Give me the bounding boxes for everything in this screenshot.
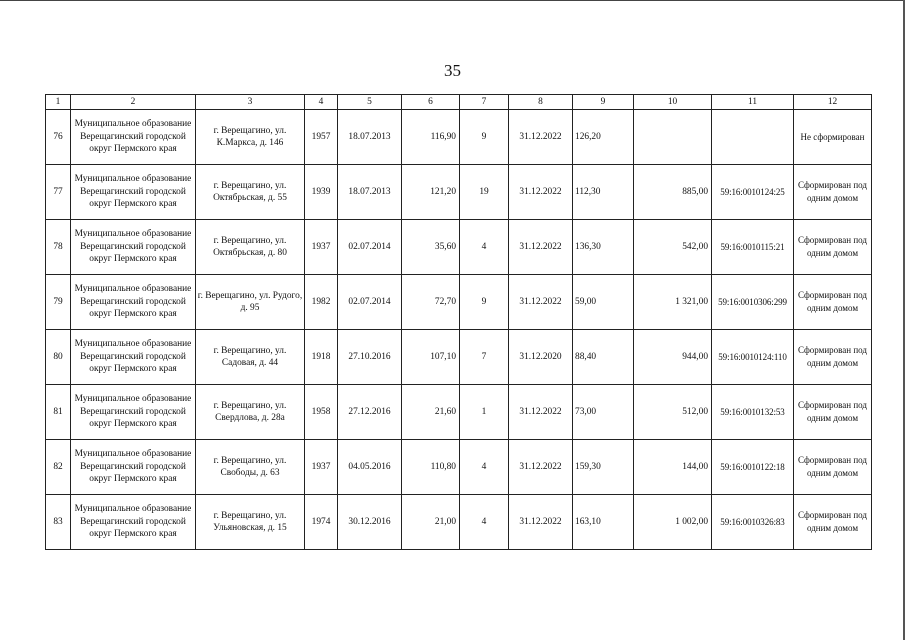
date-cell: 02.07.2014 [338, 220, 402, 275]
address-cell: г. Верещагино, ул. Ульяновская, д. 15 [196, 495, 305, 550]
municipality-cell: Муниципальное образование Верещагинский городской округ Пермского края [71, 495, 196, 550]
column-header: 9 [573, 95, 634, 110]
area-cell: 107,10 [402, 330, 460, 385]
municipality-cell: Муниципальное образование Верещагинский городской округ Пермского края [71, 165, 196, 220]
status-cell: Сформирован под одним домом [794, 165, 872, 220]
status-cell: Сформирован под одним домом [794, 275, 872, 330]
page-number: 35 [444, 61, 461, 80]
column-header: 11 [712, 95, 794, 110]
row-number-cell: 81 [46, 385, 71, 440]
area-cell: 126,20 [573, 110, 634, 165]
date-cell: 27.12.2016 [338, 385, 402, 440]
deadline-date-cell: 31.12.2020 [509, 330, 573, 385]
table-row [46, 330, 872, 385]
count-cell: 1 [460, 385, 509, 440]
municipality-cell: Муниципальное образование Верещагинский городской округ Пермского края [71, 330, 196, 385]
deadline-date-cell: 31.12.2022 [509, 440, 573, 495]
area-cell: 110,80 [402, 440, 460, 495]
column-header: 10 [634, 95, 712, 110]
column-header: 3 [196, 95, 305, 110]
table-row [46, 385, 872, 440]
status-cell: Сформирован под одним домом [794, 385, 872, 440]
housing-registry-table [45, 94, 872, 550]
area-cell: 59,00 [573, 275, 634, 330]
address-cell: г. Верещагино, ул. Свободы, д. 63 [196, 440, 305, 495]
land-area-cell: 512,00 [634, 385, 712, 440]
status-cell: Сформирован под одним домом [794, 330, 872, 385]
table-row [46, 440, 872, 495]
area-cell: 116,90 [402, 110, 460, 165]
land-area-cell: 542,00 [634, 220, 712, 275]
scan-top-edge [0, 0, 905, 1]
municipality-cell: Муниципальное образование Верещагинский городской округ Пермского края [71, 220, 196, 275]
deadline-date-cell: 31.12.2022 [509, 110, 573, 165]
deadline-date-cell: 31.12.2022 [509, 385, 573, 440]
area-cell: 163,10 [573, 495, 634, 550]
area-cell: 72,70 [402, 275, 460, 330]
count-cell: 4 [460, 220, 509, 275]
cadastral-number-cell: 59:16:0010326:83 [712, 495, 794, 550]
cadastral-number-cell: 59:16:0010124:110 [712, 330, 794, 385]
column-number-header-row [46, 95, 872, 110]
land-area-cell: 1 321,00 [634, 275, 712, 330]
area-cell: 159,30 [573, 440, 634, 495]
date-cell: 18.07.2013 [338, 110, 402, 165]
date-cell: 30.12.2016 [338, 495, 402, 550]
municipality-cell: Муниципальное образование Верещагинский городской округ Пермского края [71, 440, 196, 495]
table-row [46, 110, 872, 165]
year-cell: 1918 [305, 330, 338, 385]
row-number-cell: 80 [46, 330, 71, 385]
area-cell: 35,60 [402, 220, 460, 275]
status-cell: Не сформирован [794, 110, 872, 165]
deadline-date-cell: 31.12.2022 [509, 220, 573, 275]
table-row [46, 165, 872, 220]
status-cell: Сформирован под одним домом [794, 495, 872, 550]
row-number-cell: 83 [46, 495, 71, 550]
land-area-cell [634, 110, 712, 165]
address-cell: г. Верещагино, ул. К.Маркса, д. 146 [196, 110, 305, 165]
address-cell: г. Верещагино, ул. Свердлова, д. 28а [196, 385, 305, 440]
row-number-cell: 78 [46, 220, 71, 275]
date-cell: 18.07.2013 [338, 165, 402, 220]
count-cell: 19 [460, 165, 509, 220]
deadline-date-cell: 31.12.2022 [509, 275, 573, 330]
deadline-date-cell: 31.12.2022 [509, 495, 573, 550]
year-cell: 1974 [305, 495, 338, 550]
municipality-cell: Муниципальное образование Верещагинский городской округ Пермского края [71, 110, 196, 165]
column-header: 4 [305, 95, 338, 110]
land-area-cell: 944,00 [634, 330, 712, 385]
count-cell: 9 [460, 110, 509, 165]
cadastral-number-cell [712, 110, 794, 165]
row-number-cell: 77 [46, 165, 71, 220]
area-cell: 21,60 [402, 385, 460, 440]
count-cell: 4 [460, 495, 509, 550]
municipality-cell: Муниципальное образование Верещагинский городской округ Пермского края [71, 275, 196, 330]
address-cell: г. Верещагино, ул. Рудого, д. 95 [196, 275, 305, 330]
area-cell: 136,30 [573, 220, 634, 275]
date-cell: 27.10.2016 [338, 330, 402, 385]
address-cell: г. Верещагино, ул. Октябрьская, д. 80 [196, 220, 305, 275]
cadastral-number-cell: 59:16:0010132:53 [712, 385, 794, 440]
municipality-cell: Муниципальное образование Верещагинский городской округ Пермского края [71, 385, 196, 440]
table-row [46, 275, 872, 330]
column-header: 1 [46, 95, 71, 110]
land-area-cell: 1 002,00 [634, 495, 712, 550]
land-area-cell: 885,00 [634, 165, 712, 220]
date-cell: 04.05.2016 [338, 440, 402, 495]
deadline-date-cell: 31.12.2022 [509, 165, 573, 220]
address-cell: г. Верещагино, ул. Октябрьская, д. 55 [196, 165, 305, 220]
area-cell: 112,30 [573, 165, 634, 220]
column-header: 2 [71, 95, 196, 110]
column-header: 12 [794, 95, 872, 110]
row-number-cell: 79 [46, 275, 71, 330]
area-cell: 121,20 [402, 165, 460, 220]
cadastral-number-cell: 59:16:0010115:21 [712, 220, 794, 275]
year-cell: 1982 [305, 275, 338, 330]
year-cell: 1937 [305, 440, 338, 495]
column-header: 8 [509, 95, 573, 110]
year-cell: 1937 [305, 220, 338, 275]
date-cell: 02.07.2014 [338, 275, 402, 330]
year-cell: 1957 [305, 110, 338, 165]
table-row [46, 220, 872, 275]
column-header: 5 [338, 95, 402, 110]
row-number-cell: 76 [46, 110, 71, 165]
land-area-cell: 144,00 [634, 440, 712, 495]
cadastral-number-cell: 59:16:0010122:18 [712, 440, 794, 495]
cadastral-number-cell: 59:16:0010124:25 [712, 165, 794, 220]
count-cell: 4 [460, 440, 509, 495]
area-cell: 21,00 [402, 495, 460, 550]
status-cell: Сформирован под одним домом [794, 440, 872, 495]
address-cell: г. Верещагино, ул. Садовая, д. 44 [196, 330, 305, 385]
area-cell: 88,40 [573, 330, 634, 385]
year-cell: 1939 [305, 165, 338, 220]
count-cell: 7 [460, 330, 509, 385]
column-header: 7 [460, 95, 509, 110]
year-cell: 1958 [305, 385, 338, 440]
table-row [46, 495, 872, 550]
status-cell: Сформирован под одним домом [794, 220, 872, 275]
column-header: 6 [402, 95, 460, 110]
count-cell: 9 [460, 275, 509, 330]
area-cell: 73,00 [573, 385, 634, 440]
cadastral-number-cell: 59:16:0010306:299 [712, 275, 794, 330]
row-number-cell: 82 [46, 440, 71, 495]
